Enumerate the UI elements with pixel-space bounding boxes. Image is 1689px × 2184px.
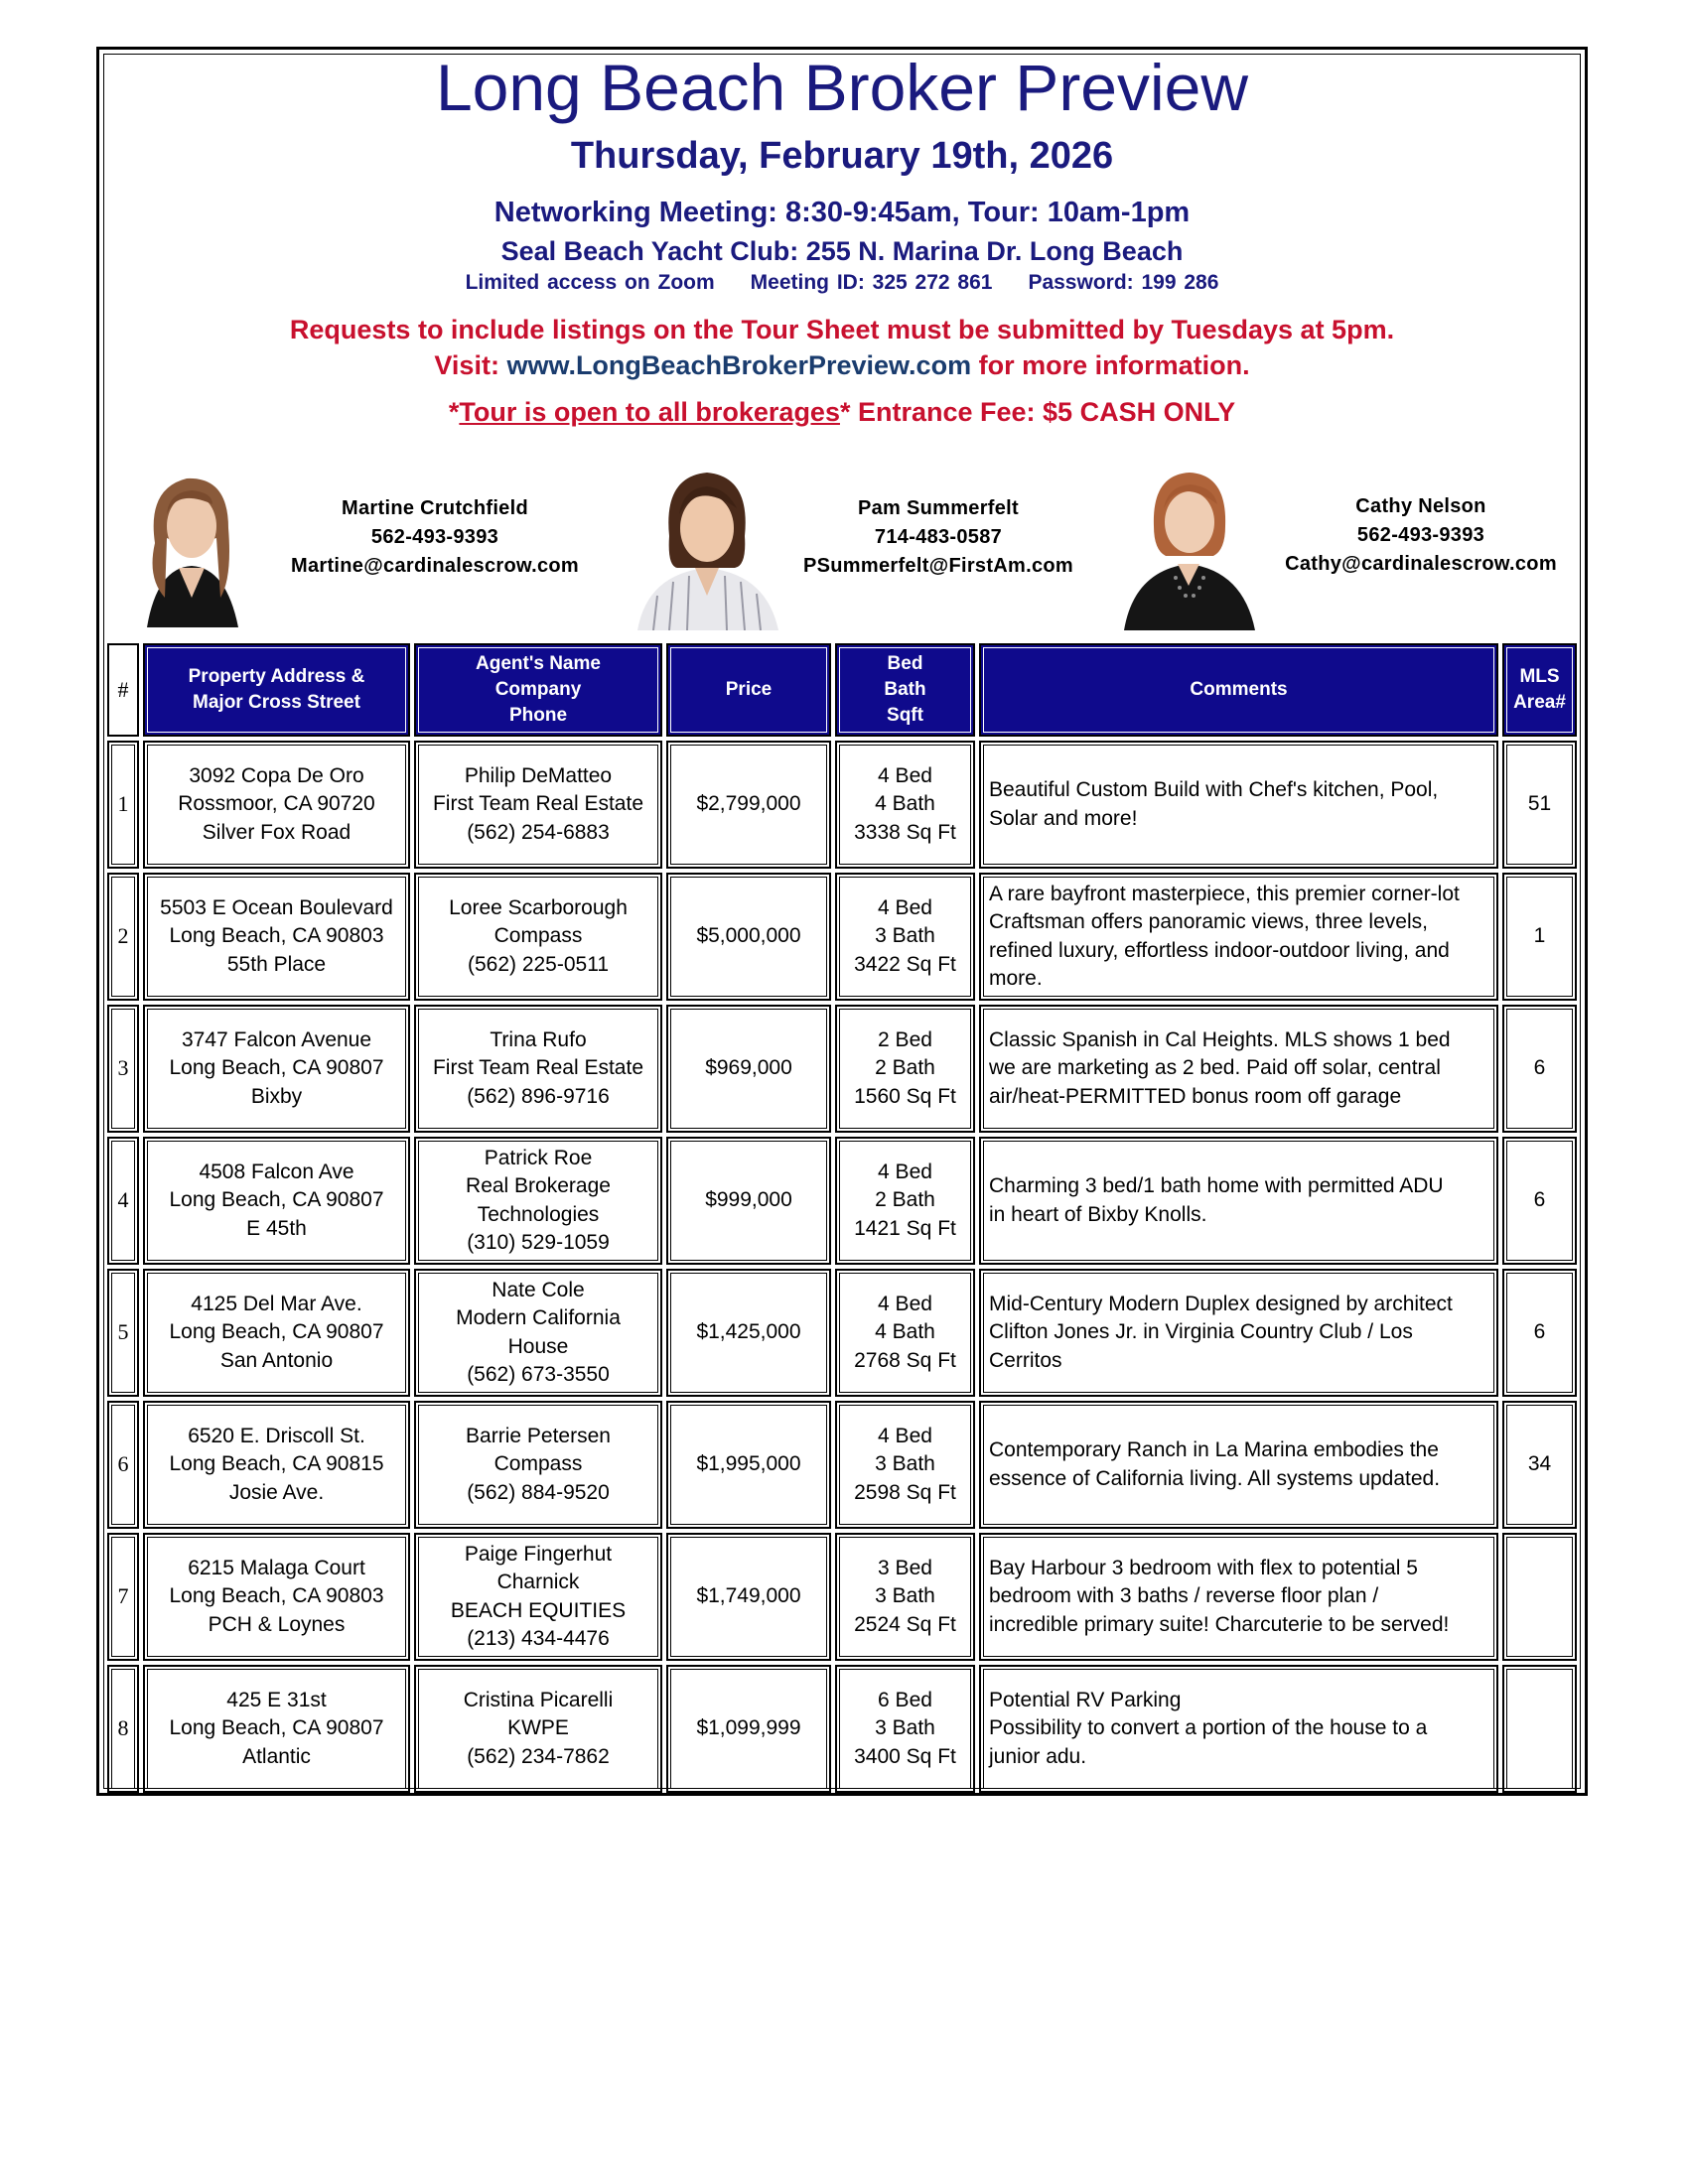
agent-info — [414, 741, 662, 869]
bed-bath-sqft-line: 3 Bath — [875, 1452, 935, 1476]
mls-area: 1 — [1502, 873, 1577, 1001]
comments — [979, 1665, 1498, 1793]
header-comments: Comments — [979, 643, 1498, 737]
agent-info-line: (562) 225-0511 — [467, 952, 610, 976]
agent-info-line: (562) 896-9716 — [467, 1084, 610, 1108]
comments-line: Beautiful Custom Build with Chef's kitchen, Pool, — [989, 778, 1439, 801]
agent-info-line: Loree Scarborough — [449, 895, 628, 919]
agent-email[interactable]: Martine@cardinalescrow.com — [291, 555, 579, 577]
agent-email[interactable]: Cathy@cardinalescrow.com — [1285, 553, 1557, 575]
comments-line: in heart of Bixby Knolls. — [989, 1202, 1207, 1226]
price: $999,000 — [666, 1137, 831, 1265]
property-address — [143, 1665, 410, 1793]
bed-bath-sqft-line: 4 Bed — [878, 763, 932, 787]
header-mls-area — [1502, 643, 1577, 737]
tour-fee-notice — [103, 397, 1581, 428]
bed-bath-sqft-line: 2598 Sq Ft — [854, 1480, 956, 1504]
bed-bath-sqft-line: 3 Bed — [878, 1556, 932, 1579]
comments-line: Potential RV Parking — [989, 1688, 1182, 1711]
bed-bath-sqft-line: 1560 Sq Ft — [854, 1084, 956, 1108]
agent-info-line: (562) 234-7862 — [467, 1744, 610, 1768]
bed-bath-sqft-line: 4 Bath — [875, 792, 935, 816]
table-row — [107, 1401, 1577, 1529]
row-number: 1 — [107, 741, 139, 869]
zoom-info — [103, 271, 1581, 295]
row-number: 7 — [107, 1533, 139, 1661]
header-agent-line: Company — [494, 679, 582, 700]
bed-bath-sqft-line: 2 Bath — [875, 1188, 935, 1212]
visit-suffix: for more information. — [971, 350, 1250, 380]
agent-info-line: Barrie Petersen — [466, 1424, 611, 1447]
agent-card-pam — [784, 494, 1092, 581]
bed-bath-sqft-line: 4 Bed — [878, 1424, 932, 1447]
property-address-line: 4508 Falcon Ave — [199, 1160, 354, 1183]
property-address-line: 3092 Copa De Oro — [189, 763, 364, 787]
agent-info — [414, 1665, 662, 1793]
agent-info-line: Philip DeMatteo — [464, 763, 613, 787]
comments-line: Mid-Century Modern Duplex designed by architect — [989, 1292, 1453, 1315]
property-address-line: Bixby — [250, 1084, 303, 1108]
property-address-line: PCH & Loynes — [208, 1612, 346, 1636]
tour-open-star: * — [448, 397, 460, 427]
property-address-line: Atlantic — [242, 1744, 311, 1768]
comments — [979, 741, 1498, 869]
mls-area: 34 — [1502, 1401, 1577, 1529]
bed-bath-sqft — [835, 1005, 975, 1133]
header-address-line: Property Address & — [188, 666, 365, 687]
agent-email[interactable]: PSummerfelt@FirstAm.com — [802, 555, 1074, 577]
property-address-line: Long Beach, CA 90807 — [169, 1056, 384, 1080]
table-row — [107, 873, 1577, 1001]
header-agent-line: Agent's Name — [476, 653, 601, 674]
bed-bath-sqft-line: 3400 Sq Ft — [854, 1744, 956, 1768]
visit-prefix: Visit: — [434, 350, 507, 380]
event-date: Thursday, February 19th, 2026 — [570, 135, 1114, 177]
property-address — [143, 1137, 410, 1265]
bed-bath-sqft-line: 6 Bed — [878, 1688, 932, 1711]
property-address-line: E 45th — [246, 1216, 307, 1240]
comments-line: Solar and more! — [989, 806, 1138, 830]
mls-area: 51 — [1502, 741, 1577, 869]
comments-line: bedroom with 3 baths / reverse floor plan / — [989, 1584, 1379, 1608]
agent-info — [414, 1401, 662, 1529]
bed-bath-sqft — [835, 741, 975, 869]
tour-table — [103, 639, 1581, 1797]
agent-info — [414, 1005, 662, 1133]
agent-info — [414, 1137, 662, 1265]
property-address-line: Rossmoor, CA 90720 — [178, 792, 375, 816]
agent-name: Cathy Nelson — [1355, 495, 1486, 517]
request-notice: Requests to include listings on the Tour Sheet must be submitted by Tuesdays at 5pm. — [289, 315, 1395, 344]
bed-bath-sqft-line: 3422 Sq Ft — [854, 952, 956, 976]
agent-info-line: Nate Cole — [492, 1278, 585, 1301]
table-row — [107, 1269, 1577, 1397]
meeting-times: Networking Meeting: 8:30-9:45am, Tour: 10am-1pm — [493, 197, 1191, 228]
table-row — [107, 741, 1577, 869]
price: $1,425,000 — [666, 1269, 831, 1397]
comments-line: Craftsman offers panoramic views, three levels, — [989, 910, 1428, 933]
header-agent — [414, 643, 662, 737]
header-address-line: Major Cross Street — [193, 692, 360, 713]
property-address-line: 6215 Malaga Court — [188, 1556, 365, 1579]
bed-bath-sqft-line: 4 Bed — [878, 1160, 932, 1183]
row-number: 3 — [107, 1005, 139, 1133]
mls-area — [1502, 1665, 1577, 1793]
header-bed-bath-sqft-line: Sqft — [887, 705, 923, 726]
property-address — [143, 1269, 410, 1397]
agent-photo-martine — [117, 449, 266, 627]
page-title: Long Beach Broker Preview — [435, 51, 1249, 124]
agent-phone: 562-493-9393 — [1356, 524, 1485, 546]
comments-line: Possibility to convert a portion of the house to a — [989, 1716, 1428, 1740]
mls-area: 6 — [1502, 1137, 1577, 1265]
header-address — [143, 643, 410, 737]
agent-name: Martine Crutchfield — [342, 497, 528, 519]
row-number: 4 — [107, 1137, 139, 1265]
property-address-line: Long Beach, CA 90803 — [169, 1584, 384, 1608]
visit-notice — [103, 350, 1581, 381]
agent-info-line: Charnick — [496, 1570, 580, 1593]
price: $969,000 — [666, 1005, 831, 1133]
comments-line: Bay Harbour 3 bedroom with flex to potential 5 — [989, 1556, 1418, 1579]
comments-line: junior adu. — [989, 1744, 1087, 1768]
bed-bath-sqft — [835, 1665, 975, 1793]
comments-line: Cerritos — [989, 1348, 1062, 1372]
price: $1,995,000 — [666, 1401, 831, 1529]
zoom-access: Limited access on Zoom — [465, 271, 715, 294]
bed-bath-sqft-line: 2524 Sq Ft — [854, 1612, 956, 1636]
agent-info-line: Cristina Picarelli — [463, 1688, 614, 1711]
header-agent-line: Phone — [508, 705, 568, 726]
header-mls-area-line: Area# — [1513, 692, 1566, 713]
comments-line: incredible primary suite! Charcuterie to be served! — [989, 1612, 1450, 1636]
property-address — [143, 1533, 410, 1661]
agent-info-line: (562) 673-3550 — [467, 1363, 610, 1386]
table-header-row — [107, 643, 1577, 737]
property-address-line: Josie Ave. — [228, 1480, 325, 1504]
price: $1,749,000 — [666, 1533, 831, 1661]
agent-info-line: Compass — [493, 924, 583, 948]
mls-area: 6 — [1502, 1269, 1577, 1397]
tour-table-body — [107, 741, 1577, 1793]
comments-line: essence of California living. All systems updated. — [989, 1466, 1441, 1490]
table-row — [107, 1005, 1577, 1133]
bed-bath-sqft-line: 3 Bath — [875, 1584, 935, 1608]
website-link[interactable]: www.LongBeachBrokerPreview.com — [506, 350, 972, 380]
bed-bath-sqft-line: 4 Bed — [878, 895, 932, 919]
property-address — [143, 1401, 410, 1529]
agent-info — [414, 1269, 662, 1397]
bed-bath-sqft-line: 4 Bath — [875, 1320, 935, 1344]
bed-bath-sqft-line: 2 Bed — [878, 1027, 932, 1051]
property-address — [143, 1005, 410, 1133]
agent-info-line: (213) 434-4476 — [467, 1627, 610, 1650]
property-address-line: 5503 E Ocean Boulevard — [160, 895, 393, 919]
comments-line: we are marketing as 2 bed. Paid off solar, central — [989, 1056, 1441, 1080]
agent-info-line: House — [507, 1334, 569, 1358]
agent-phone: 562-493-9393 — [370, 526, 499, 548]
bed-bath-sqft-line: 3 Bath — [875, 1716, 935, 1740]
header-num: # — [107, 643, 139, 737]
bed-bath-sqft — [835, 1401, 975, 1529]
comments-line: more. — [989, 967, 1043, 990]
property-address-line: 55th Place — [226, 952, 327, 976]
agent-info-line: First Team Real Estate — [432, 1056, 644, 1080]
agent-phone: 714-483-0587 — [874, 526, 1003, 548]
agent-photo-cathy — [1114, 447, 1263, 630]
property-address-line: San Antonio — [219, 1348, 334, 1372]
bed-bath-sqft-line: 2768 Sq Ft — [854, 1348, 956, 1372]
agent-info-line: Paige Fingerhut — [464, 1542, 613, 1566]
mls-area: 6 — [1502, 1005, 1577, 1133]
bed-bath-sqft-line: 3338 Sq Ft — [854, 820, 956, 844]
header-mls-area-line: MLS — [1519, 666, 1560, 687]
comments — [979, 1137, 1498, 1265]
bed-bath-sqft-line: 1421 Sq Ft — [854, 1216, 956, 1240]
agent-info-line: KWPE — [507, 1716, 569, 1740]
agent-photo-pam — [618, 457, 796, 630]
bed-bath-sqft — [835, 1533, 975, 1661]
bed-bath-sqft — [835, 1137, 975, 1265]
price: $5,000,000 — [666, 873, 831, 1001]
comments — [979, 1269, 1498, 1397]
agent-info — [414, 1533, 662, 1661]
header-bed-bath-sqft — [835, 643, 975, 737]
property-address — [143, 873, 410, 1001]
row-number: 6 — [107, 1401, 139, 1529]
bed-bath-sqft-line: 4 Bed — [878, 1292, 932, 1315]
property-address-line: Long Beach, CA 90803 — [169, 924, 384, 948]
bed-bath-sqft — [835, 873, 975, 1001]
property-address-line: 4125 Del Mar Ave. — [191, 1292, 362, 1315]
property-address-line: Long Beach, CA 90807 — [169, 1188, 384, 1212]
row-number: 2 — [107, 873, 139, 1001]
row-number: 5 — [107, 1269, 139, 1397]
agent-info-line: First Team Real Estate — [432, 792, 644, 816]
table-row — [107, 1137, 1577, 1265]
bed-bath-sqft — [835, 1269, 975, 1397]
agent-info-line: Trina Rufo — [490, 1027, 587, 1051]
comments — [979, 1005, 1498, 1133]
property-address-line: Silver Fox Road — [202, 820, 352, 844]
agent-info-line: (310) 529-1059 — [467, 1231, 610, 1254]
table-row — [107, 1665, 1577, 1793]
property-address-line: Long Beach, CA 90807 — [169, 1716, 384, 1740]
meeting-id: Meeting ID: 325 272 861 — [750, 271, 993, 294]
entrance-fee: * Entrance Fee: $5 CASH ONLY — [839, 397, 1236, 427]
venue: Seal Beach Yacht Club: 255 N. Marina Dr. Long Beach — [500, 236, 1184, 266]
bed-bath-sqft-line: 3 Bath — [875, 924, 935, 948]
agent-info-line: (562) 884-9520 — [467, 1480, 610, 1504]
table-row — [107, 1533, 1577, 1661]
property-address — [143, 741, 410, 869]
tour-open-note: Tour is open to all brokerages — [459, 397, 840, 427]
comments-line: Classic Spanish in Cal Heights. MLS shows 1 bed — [989, 1027, 1451, 1051]
property-address-line: 3747 Falcon Avenue — [181, 1027, 372, 1051]
price: $2,799,000 — [666, 741, 831, 869]
agent-card-cathy — [1257, 492, 1585, 579]
agent-name: Pam Summerfelt — [857, 497, 1020, 519]
agent-info-line: Real Brokerage — [466, 1174, 611, 1197]
comments-line: A rare bayfront masterpiece, this premier corner-lot — [989, 882, 1460, 905]
comments-line: refined luxury, effortless indoor-outdoor living, and — [989, 938, 1450, 962]
meeting-password: Password: 199 286 — [1028, 271, 1219, 294]
property-address-line: 425 E 31st — [226, 1688, 327, 1711]
agent-info-line: Modern California — [456, 1306, 621, 1329]
comments-line: Contemporary Ranch in La Marina embodies the — [989, 1438, 1439, 1461]
property-address-line: Long Beach, CA 90815 — [169, 1452, 384, 1476]
property-address-line: 6520 E. Driscoll St. — [188, 1424, 365, 1447]
header-bed-bath-sqft-line: Bed — [887, 653, 923, 674]
bed-bath-sqft-line: 2 Bath — [875, 1056, 935, 1080]
mls-area — [1502, 1533, 1577, 1661]
header-bed-bath-sqft-line: Bath — [884, 679, 926, 700]
agent-info-line: BEACH EQUITIES — [450, 1598, 627, 1622]
comments-line: Charming 3 bed/1 bath home with permitted ADU — [989, 1174, 1444, 1197]
row-number: 8 — [107, 1665, 139, 1793]
comments-line: air/heat-PERMITTED bonus room off garage — [989, 1084, 1402, 1108]
comments — [979, 873, 1498, 1001]
agent-card-martine — [266, 494, 604, 581]
comments — [979, 1401, 1498, 1529]
comments — [979, 1533, 1498, 1661]
agent-info-line: Technologies — [477, 1202, 600, 1226]
header-price: Price — [666, 643, 831, 737]
agent-info-line: (562) 254-6883 — [467, 820, 610, 844]
agent-info-line: Patrick Roe — [484, 1146, 593, 1169]
agent-info — [414, 873, 662, 1001]
agent-info-line: Compass — [493, 1452, 583, 1476]
price: $1,099,999 — [666, 1665, 831, 1793]
property-address-line: Long Beach, CA 90807 — [169, 1320, 384, 1344]
comments-line: Clifton Jones Jr. in Virginia Country Club / Los — [989, 1320, 1413, 1344]
